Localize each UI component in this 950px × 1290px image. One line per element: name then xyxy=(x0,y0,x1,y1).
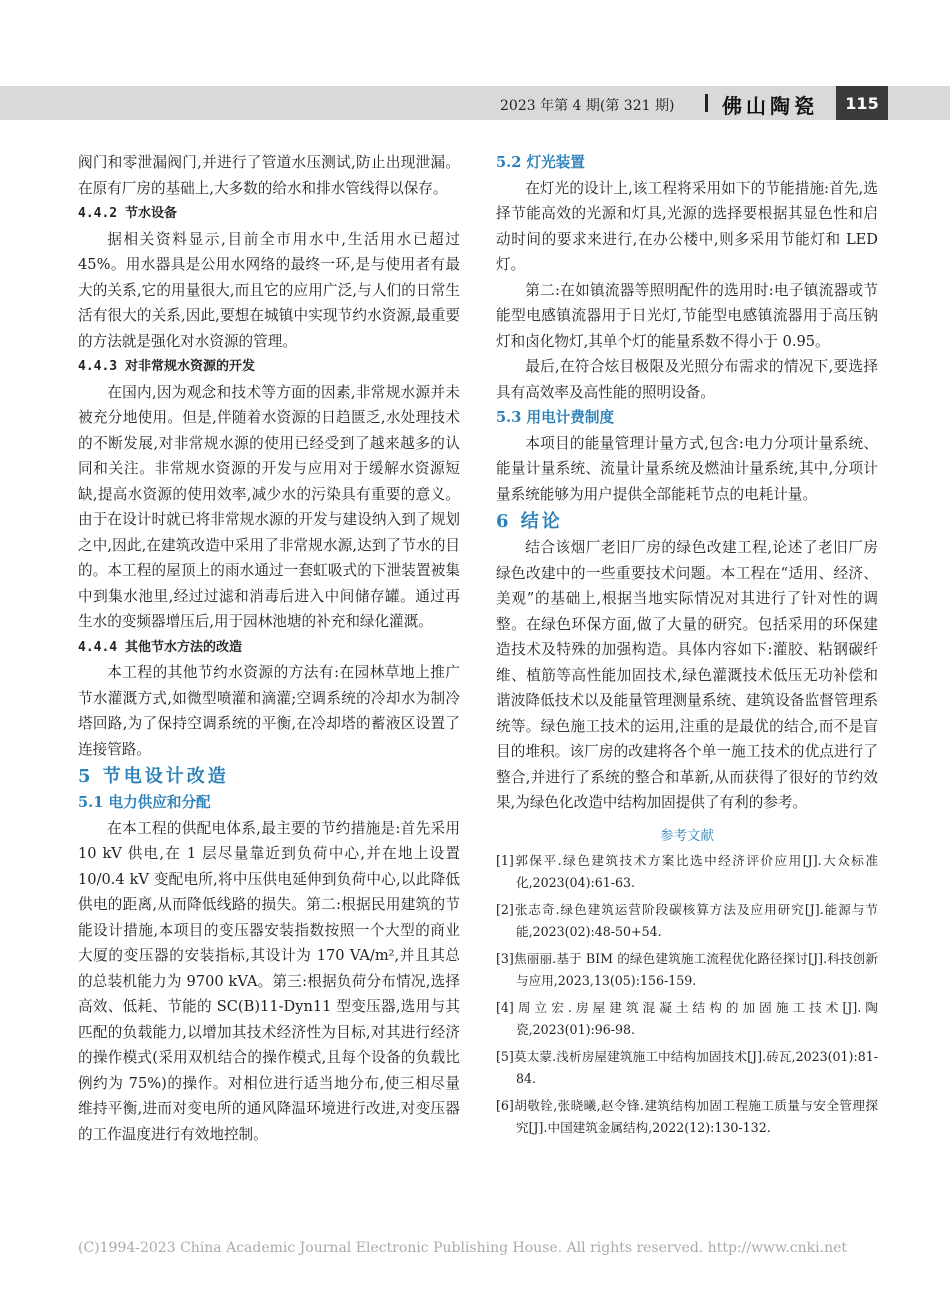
paragraph: 据相关资料显示,目前全市用水中,生活用水已超过 45%。用水器具是公用水网络的最终一环,是与使用者有最大的关系,它的用量很大,而且它的应用广泛,与人们的日常生活有很大的关系,因此,要想在城镇中实现节约水资源,最重要的方法就是强化对水资源的管理。 xyxy=(78,230,460,350)
subsection-heading: 5.3 用电计费制度 xyxy=(496,409,615,426)
paragraph: 本工程的其他节约水资源的方法有:在园林草地上推广节水灌溉方式,如微型喷灌和滴灌;空调系统的冷却水为制冷塔回路,为了保持空调系统的平衡,在冷却塔的蓄液区设置了连接管路。 xyxy=(78,664,460,758)
subsubsection-heading: 4.4.3 对非常规水资源的开发 xyxy=(78,359,255,374)
reference-item: [6]胡敬铨,张晓曦,赵令锋.建筑结构加固工程施工质量与安全管理探究[J].中国建筑金属结构,2022(12):130-132. xyxy=(496,1097,878,1135)
header-divider xyxy=(705,94,708,112)
copyright-footer: (C)1994-2023 China Academic Journal Electronic Publishing House. All rights reserved. http://www.cnki.net xyxy=(78,1240,848,1256)
subsubsection-heading: 4.4.4 其他节水方法的改造 xyxy=(78,639,242,655)
references-title: 参考文献 xyxy=(660,827,714,844)
subsection-heading: 5.2 灯光装置 xyxy=(496,154,585,171)
paragraph: 最后,在符合炫目极限及光照分布需求的情况下,要选择具有高效率及高性能的照明设备。 xyxy=(496,358,878,401)
paragraph: 在本工程的供配电体系,最主要的节约措施是:首先采用 10 kV 供电,在 1 层尽量靠近到负荷中心,并在地上设置 10/0.4 kV 变配电所,将中压供电延伸到负荷中心,以此降低供电的距离,从而降低线路的损失。第二:根据民用建筑的节能设计措施,本项目的变压器安装指数按照一个大型的商业大厦的变压器的安装指标,其设计为 170 VA/m²,并且其总的总装机能力为 9700 kVA。第三:根据负荷分布情况,选择高效、低耗、节能的 SC(B)11-Dyn11 型变压器,选用与其匹配的负载能力,以增加其技术经济性为目标,对其进行经济的操作模式(采用双机结合的操作模式,且每个设备的负载比例约为 75%)的操作。对相位进行适当地分布,使三相尽量维持平衡,进而对变电所的通风降温环境进行改进,对变压器的工作温度进行有效地控制。 xyxy=(78,819,460,1143)
subsection-heading: 5.1 电力供应和分配 xyxy=(78,794,211,811)
subsubsection-heading: 4.4.2 节水设备 xyxy=(78,206,177,221)
paragraph: 本项目的能量管理计量方式,包含:电力分项计量系统、能量计量系统、流量计量系统及燃油计量系统,其中,分项计量系统能够为用户提供全部能耗节点的电耗计量。 xyxy=(496,434,878,503)
left-column xyxy=(78,150,460,1147)
paragraph: 在国内,因为观念和技术等方面的因素,非常规水源并未被充分地使用。但是,伴随着水资源的日趋匮乏,水处理技术的不断发展,对非常规水源的使用已经受到了越来越多的认同和关注。非常规水资源的开发与应用对于缓解水资源短缺,提高水资源的使用效率,减少水的污染具有重要的意义。由于在设计时就已将非常规水源的开发与建设纳入到了规划之中,因此,在建筑改造中采用了非常规水源,达到了节水的目的。本工程的屋顶上的雨水通过一套虹吸式的下泄装置被集中到集水池里,经过过滤和消毒后进入中间储存罐。通过再生水的变频器增压后,用于园林池塘的补充和绿化灌溉。 xyxy=(78,383,460,630)
reference-item: [5]莫太蒙.浅析房屋建筑施工中结构加固技术[J].砖瓦,2023(01):81-84. xyxy=(496,1048,878,1086)
reference-item: [1]郭保平.绿色建筑技术方案比选中经济评价应用[J].大众标准化,2023(04):61-63. xyxy=(496,852,878,890)
right-column xyxy=(496,150,878,1144)
section-heading: 5 节电设计改造 xyxy=(78,766,229,787)
paragraph: 第二:在如镇流器等照明配件的选用时:电子镇流器或节能型电感镇流器用于日光灯,节能型电感镇流器用于高压钠灯和卤化物灯,其单个灯的能量系数不得小于 0.95。 xyxy=(496,281,878,350)
reference-item: [2]张志奇.绿色建筑运营阶段碳核算方法及应用研究[J].能源与节能,2023(02):48-50+54. xyxy=(496,901,878,939)
reference-item: [4]周立宏.房屋建筑混凝土结构的加固施工技术[J].陶瓷,2023(01):96-98. xyxy=(496,999,878,1037)
page-number: 115 xyxy=(836,86,888,120)
issue-info: 2023 年第 4 期(第 321 期) xyxy=(500,98,675,114)
paragraph: 结合该烟厂老旧厂房的绿色改建工程,论述了老旧厂房绿色改建中的一些重要技术问题。本工程在“适用、经济、美观”的基础上,根据当地实际情况对其进行了针对性的调整。在绿色环保方面,做了大量的研究。包括采用的环保建造技术及特殊的加强构造。具体内容如下:灌胶、粘钢碳纤维、植筋等高性能加固技术,绿色灌溉技术低压无功补偿和谐波降低技术以及能量管理测量系统、建筑设备监督管理系统等。绿色施工技术的运用,注重的是最优的结合,而不是盲目的堆积。该厂房的改建将各个单一施工技术的优点进行了整合,并进行了系统的整合和革新,从而获得了很好的节约效果,为绿色化改造中结构加固提供了有利的参考。 xyxy=(496,539,878,811)
journal-title: 佛山陶瓷 xyxy=(722,94,818,118)
paragraph: 阀门和零泄漏阀门,并进行了管道水压测试,防止出现泄漏。在原有厂房的基础上,大多数的给水和排水管线得以保存。 xyxy=(78,154,460,197)
paragraph: 在灯光的设计上,该工程将采用如下的节能措施:首先,选择节能高效的光源和灯具,光源的选择要根据其显色性和启动时间的要求来进行,在办公楼中,则多采用节能灯和 LED 灯。 xyxy=(496,179,878,273)
section-heading: 6 结论 xyxy=(496,511,563,532)
reference-item: [3]焦丽丽.基于 BIM 的绿色建筑施工流程优化路径探讨[J].科技创新与应用,2023,13(05):156-159. xyxy=(496,950,878,988)
